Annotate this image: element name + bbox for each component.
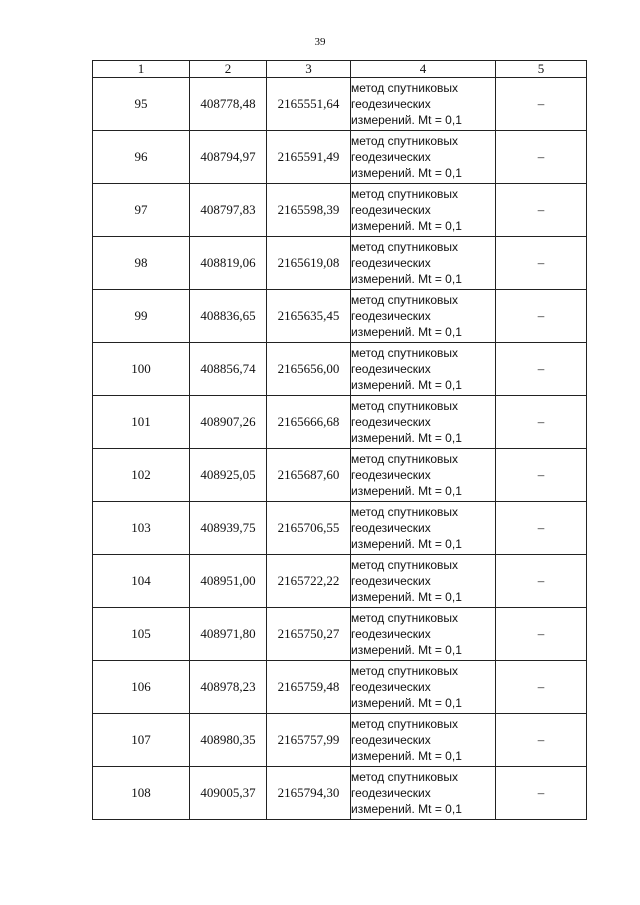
- coordinates-table: [92, 60, 587, 820]
- table-row: [93, 714, 587, 767]
- point-number-cell: 101: [93, 396, 190, 449]
- accuracy-cell: –: [496, 555, 587, 608]
- column-header-4: 4: [351, 61, 496, 78]
- coordinate-x-cell: 408925,05: [190, 449, 267, 502]
- coordinate-y-cell: 2165757,99: [267, 714, 351, 767]
- accuracy-cell: –: [496, 502, 587, 555]
- accuracy-cell: –: [496, 184, 587, 237]
- table-row: [93, 661, 587, 714]
- method-cell: метод спутниковых геодезических измерений. Mt = 0,1: [351, 343, 496, 396]
- method-cell: метод спутниковых геодезических измерений. Mt = 0,1: [351, 608, 496, 661]
- point-number-cell: 96: [93, 131, 190, 184]
- coordinate-x-cell: 408797,83: [190, 184, 267, 237]
- point-number-cell: 98: [93, 237, 190, 290]
- coordinate-y-cell: 2165635,45: [267, 290, 351, 343]
- coordinate-x-cell: 408978,23: [190, 661, 267, 714]
- method-cell: метод спутниковых геодезических измерений. Mt = 0,1: [351, 449, 496, 502]
- coordinate-y-cell: 2165687,60: [267, 449, 351, 502]
- coordinate-y-cell: 2165794,30: [267, 767, 351, 820]
- coordinate-y-cell: 2165759,48: [267, 661, 351, 714]
- method-cell: метод спутниковых геодезических измерений. Mt = 0,1: [351, 396, 496, 449]
- point-number-cell: 104: [93, 555, 190, 608]
- column-header-2: 2: [190, 61, 267, 78]
- accuracy-cell: –: [496, 608, 587, 661]
- coordinate-x-cell: 408778,48: [190, 78, 267, 131]
- coordinate-y-cell: 2165750,27: [267, 608, 351, 661]
- coordinate-y-cell: 2165706,55: [267, 502, 351, 555]
- table-row: [93, 343, 587, 396]
- coordinate-x-cell: 408819,06: [190, 237, 267, 290]
- point-number-cell: 99: [93, 290, 190, 343]
- point-number-cell: 107: [93, 714, 190, 767]
- coordinate-x-cell: 409005,37: [190, 767, 267, 820]
- point-number-cell: 102: [93, 449, 190, 502]
- method-cell: метод спутниковых геодезических измерений. Mt = 0,1: [351, 502, 496, 555]
- method-cell: метод спутниковых геодезических измерений. Mt = 0,1: [351, 131, 496, 184]
- header-row: [93, 61, 587, 78]
- point-number-cell: 103: [93, 502, 190, 555]
- accuracy-cell: –: [496, 78, 587, 131]
- column-header-1: 1: [93, 61, 190, 78]
- coordinate-y-cell: 2165666,68: [267, 396, 351, 449]
- table-row: [93, 555, 587, 608]
- accuracy-cell: –: [496, 714, 587, 767]
- coordinate-y-cell: 2165551,64: [267, 78, 351, 131]
- method-cell: метод спутниковых геодезических измерений. Mt = 0,1: [351, 237, 496, 290]
- coordinate-y-cell: 2165722,22: [267, 555, 351, 608]
- coordinate-x-cell: 408971,80: [190, 608, 267, 661]
- page-number: 39: [314, 36, 326, 48]
- accuracy-cell: –: [496, 767, 587, 820]
- coordinate-y-cell: 2165591,49: [267, 131, 351, 184]
- table-row: [93, 502, 587, 555]
- method-cell: метод спутниковых геодезических измерений. Mt = 0,1: [351, 290, 496, 343]
- coordinate-x-cell: 408980,35: [190, 714, 267, 767]
- coordinate-x-cell: 408951,00: [190, 555, 267, 608]
- method-cell: метод спутниковых геодезических измерений. Mt = 0,1: [351, 78, 496, 131]
- table-row: [93, 184, 587, 237]
- accuracy-cell: –: [496, 661, 587, 714]
- point-number-cell: 100: [93, 343, 190, 396]
- accuracy-cell: –: [496, 290, 587, 343]
- point-number-cell: 108: [93, 767, 190, 820]
- table-row: [93, 608, 587, 661]
- accuracy-cell: –: [496, 343, 587, 396]
- coordinate-y-cell: 2165656,00: [267, 343, 351, 396]
- coordinate-x-cell: 408836,65: [190, 290, 267, 343]
- point-number-cell: 106: [93, 661, 190, 714]
- point-number-cell: 105: [93, 608, 190, 661]
- point-number-cell: 97: [93, 184, 190, 237]
- accuracy-cell: –: [496, 396, 587, 449]
- accuracy-cell: –: [496, 131, 587, 184]
- table-row: [93, 449, 587, 502]
- accuracy-cell: –: [496, 449, 587, 502]
- method-cell: метод спутниковых геодезических измерений. Mt = 0,1: [351, 714, 496, 767]
- table-row: [93, 396, 587, 449]
- table-row: [93, 290, 587, 343]
- method-cell: метод спутниковых геодезических измерений. Mt = 0,1: [351, 184, 496, 237]
- point-number-cell: 95: [93, 78, 190, 131]
- column-header-5: 5: [496, 61, 587, 78]
- method-cell: метод спутниковых геодезических измерений. Mt = 0,1: [351, 555, 496, 608]
- table-row: [93, 237, 587, 290]
- coordinate-x-cell: 408856,74: [190, 343, 267, 396]
- method-cell: метод спутниковых геодезических измерений. Mt = 0,1: [351, 661, 496, 714]
- coordinate-y-cell: 2165619,08: [267, 237, 351, 290]
- coordinate-x-cell: 408794,97: [190, 131, 267, 184]
- table-row: [93, 78, 587, 131]
- method-cell: метод спутниковых геодезических измерений. Mt = 0,1: [351, 767, 496, 820]
- table-row: [93, 131, 587, 184]
- coordinate-x-cell: 408907,26: [190, 396, 267, 449]
- coordinate-x-cell: 408939,75: [190, 502, 267, 555]
- column-header-3: 3: [267, 61, 351, 78]
- coordinate-y-cell: 2165598,39: [267, 184, 351, 237]
- table-row: [93, 767, 587, 820]
- accuracy-cell: –: [496, 237, 587, 290]
